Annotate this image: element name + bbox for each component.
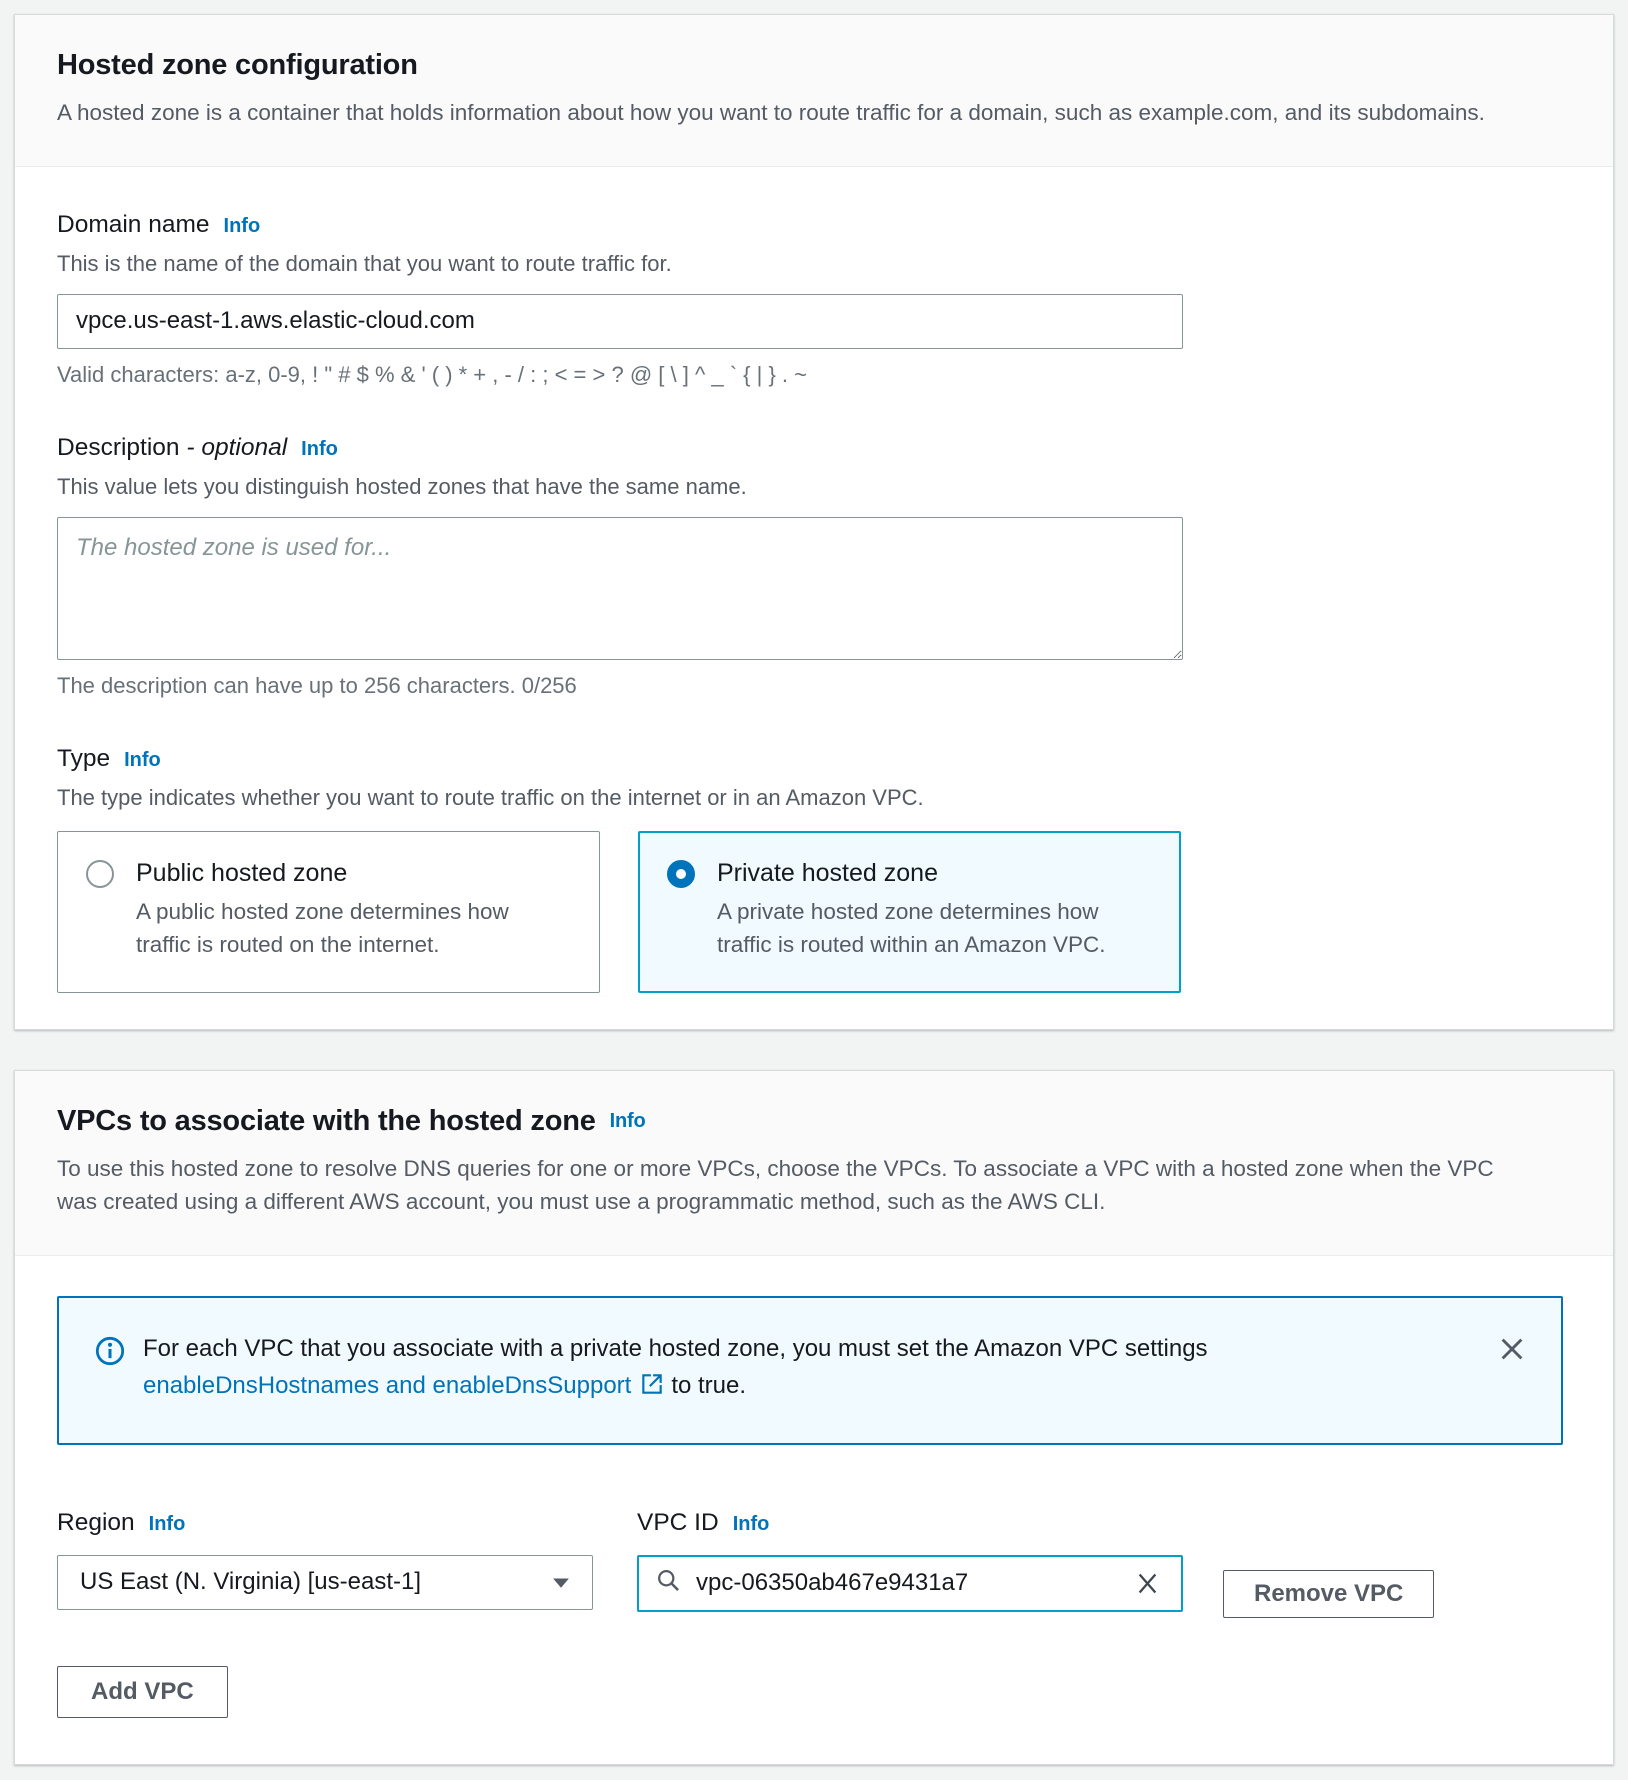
public-hosted-zone-description: A public hosted zone determines how traffic is routed on the internet. <box>136 899 509 958</box>
description-label: Description - optional Info <box>57 433 338 461</box>
vpc-association-card <box>14 1070 1614 1765</box>
clear-input-icon[interactable] <box>1130 1570 1165 1597</box>
vpc-selection-row <box>57 1509 1563 1618</box>
hosted-zone-card-header <box>15 15 1613 167</box>
vpc-card-title: VPCs to associate with the hosted zone Info <box>57 1104 646 1137</box>
vpc-id-label: VPC ID Info <box>637 1508 770 1536</box>
type-label: Type Info <box>57 744 161 772</box>
public-hosted-zone-radio-row <box>86 859 571 888</box>
description-field-description: This value lets you distinguish hosted zones that have the same name. <box>57 473 747 499</box>
vpc-id-input[interactable] <box>694 1568 1130 1598</box>
domain-name-constraint-text: Valid characters: a-z, 0-9, ! " # $ % & ' ( ) * + , - / : ; < = > ? @ [ \ ] ^ _ ` { | } . ~ <box>57 361 807 387</box>
type-description: The type indicates whether you want to route traffic on the internet or in an Amazon VPC. <box>57 784 924 810</box>
description-info-link[interactable]: Info <box>301 437 338 460</box>
remove-vpc-button[interactable]: Remove VPC <box>1223 1570 1434 1618</box>
enable-dns-settings-link[interactable]: enableDnsHostnames and enableDnsSupport <box>143 1372 632 1400</box>
description-textarea[interactable] <box>57 517 1183 660</box>
vpc-id-info-link[interactable]: Info <box>732 1512 770 1535</box>
radio-unchecked-icon[interactable] <box>86 860 114 888</box>
vpc-card-header <box>15 1071 1613 1257</box>
private-hosted-zone-radio-row <box>667 859 1152 888</box>
description-field-group <box>57 434 1563 699</box>
vpc-settings-info-alert <box>57 1296 1563 1444</box>
hosted-zone-card-title: Hosted zone configuration <box>57 49 418 81</box>
alert-message: For each VPC that you associate with a private hosted zone, you must set the Amazon VPC settings enableDnsHostnames and enableDnsSupport to true. <box>143 1330 1323 1408</box>
search-icon <box>655 1567 682 1599</box>
hosted-zone-configuration-card <box>14 14 1614 1030</box>
chevron-down-icon <box>552 1568 570 1596</box>
vpc-card-body <box>15 1256 1613 1763</box>
type-radio-group <box>57 831 1563 992</box>
public-hosted-zone-title: Public hosted zone <box>136 859 348 888</box>
region-selected-value: US East (N. Virginia) [us-east-1] <box>80 1568 422 1596</box>
hosted-zone-card-body <box>15 167 1613 1029</box>
alert-close-icon[interactable] <box>1497 1334 1527 1364</box>
domain-name-label: Domain name Info <box>57 210 261 238</box>
private-hosted-zone-description: A private hosted zone determines how traffic is routed within an Amazon VPC. <box>717 899 1106 958</box>
private-hosted-zone-title: Private hosted zone <box>717 859 938 888</box>
private-hosted-zone-option[interactable] <box>638 831 1181 992</box>
domain-name-info-link[interactable]: Info <box>223 214 261 237</box>
radio-checked-icon[interactable] <box>667 860 695 888</box>
description-constraint-text: The description can have up to 256 characters. 0/256 <box>57 672 577 698</box>
add-vpc-button[interactable]: Add VPC <box>57 1666 228 1718</box>
region-select[interactable] <box>57 1555 593 1610</box>
hosted-zone-card-description: A hosted zone is a container that holds information about how you want to route traffic for a domain, such as example.com, and its subdomains. <box>57 100 1485 125</box>
vpc-id-search-box <box>637 1555 1183 1612</box>
vpc-card-description: To use this hosted zone to resolve DNS queries for one or more VPCs, choose the VPCs. To associate a VPC with a hosted zone when the VPC was created using a different AWS account, you must use a programmatic method, such as the AWS CLI. <box>57 1155 1494 1215</box>
region-info-link[interactable]: Info <box>148 1512 186 1535</box>
region-field-group <box>57 1509 637 1610</box>
external-link-icon <box>639 1371 665 1408</box>
region-label: Region Info <box>57 1508 186 1536</box>
domain-name-description: This is the name of the domain that you want to route traffic for. <box>57 250 672 276</box>
domain-name-field-group <box>57 211 1563 388</box>
vpc-card-info-link[interactable]: Info <box>609 1109 646 1132</box>
type-field-group <box>57 745 1563 993</box>
domain-name-input[interactable] <box>57 294 1183 349</box>
description-optional-suffix: - optional <box>186 433 288 461</box>
type-info-link[interactable]: Info <box>124 748 161 771</box>
vpc-id-field-group <box>637 1509 1183 1612</box>
public-hosted-zone-option[interactable] <box>57 831 600 992</box>
info-circle-icon <box>95 1336 125 1371</box>
